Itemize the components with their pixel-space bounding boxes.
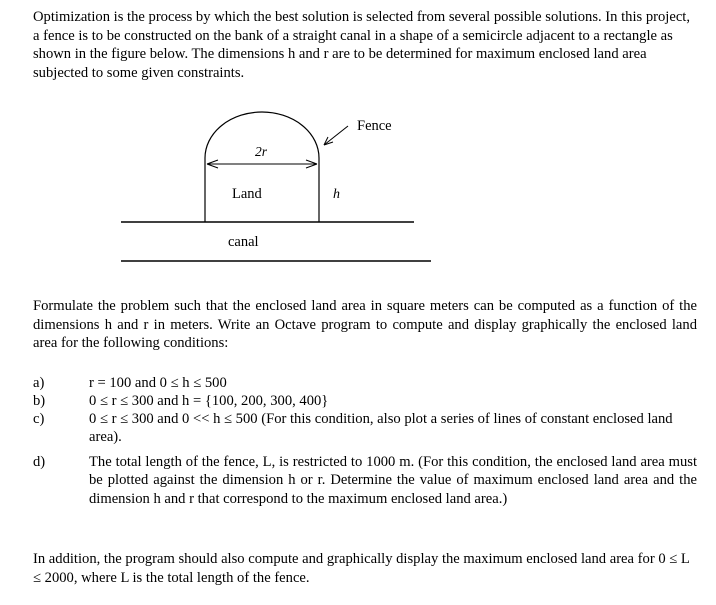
width-label: 2r [255,144,268,159]
condition-c-text: 0 ≤ r ≤ 300 and 0 << h ≤ 500 (For this condition, also plot a series of lines of constant enclosed land area). [89,411,673,446]
intro-paragraph: Optimization is the process by which the best solution is selected from several possible solutions. In this project, a fence is to be constructed on the bank of a straight canal in a shape of a semicircle adjacent to a rectangle as shown in the figure below. The dimensions h and r are to be determined for maximum enclosed land area subjected to some given constraints. [33,9,691,81]
condition-b-text: 0 ≤ r ≤ 300 and h = {100, 200, 300, 400} [89,393,329,409]
fence-label: Fence [357,118,392,134]
height-label: h [333,187,340,202]
condition-b-label: b) [33,393,46,409]
condition-a-text: r = 100 and 0 ≤ h ≤ 500 [89,375,227,391]
fence-figure [0,0,716,300]
canal-label: canal [228,234,259,250]
condition-d-label: d) [33,454,46,470]
condition-c-label: c) [33,411,45,427]
condition-d-text: The total length of the fence, L, is restricted to 1000 m. (For this condition, the enclosed land area must be plotted against the dimension h or r. Determine the value of maximum enclosed land area and the dimension h and r that correspond to the maximum enclosed land area.) [89,454,697,507]
task-paragraph: Formulate the problem such that the enclosed land area in square meters can be computed as a function of the dimensions h and r in meters. Write an Octave program to compute and display graphically the enclosed land area for the following conditions: [33,298,697,352]
land-label: Land [232,186,262,202]
closing-paragraph: In addition, the program should also compute and graphically display the maximum enclosed land area for 0 ≤ L ≤ 2000, where L is the total length of the fence. [33,551,690,586]
fence-pointer-line [324,126,348,145]
condition-a-label: a) [33,375,45,391]
